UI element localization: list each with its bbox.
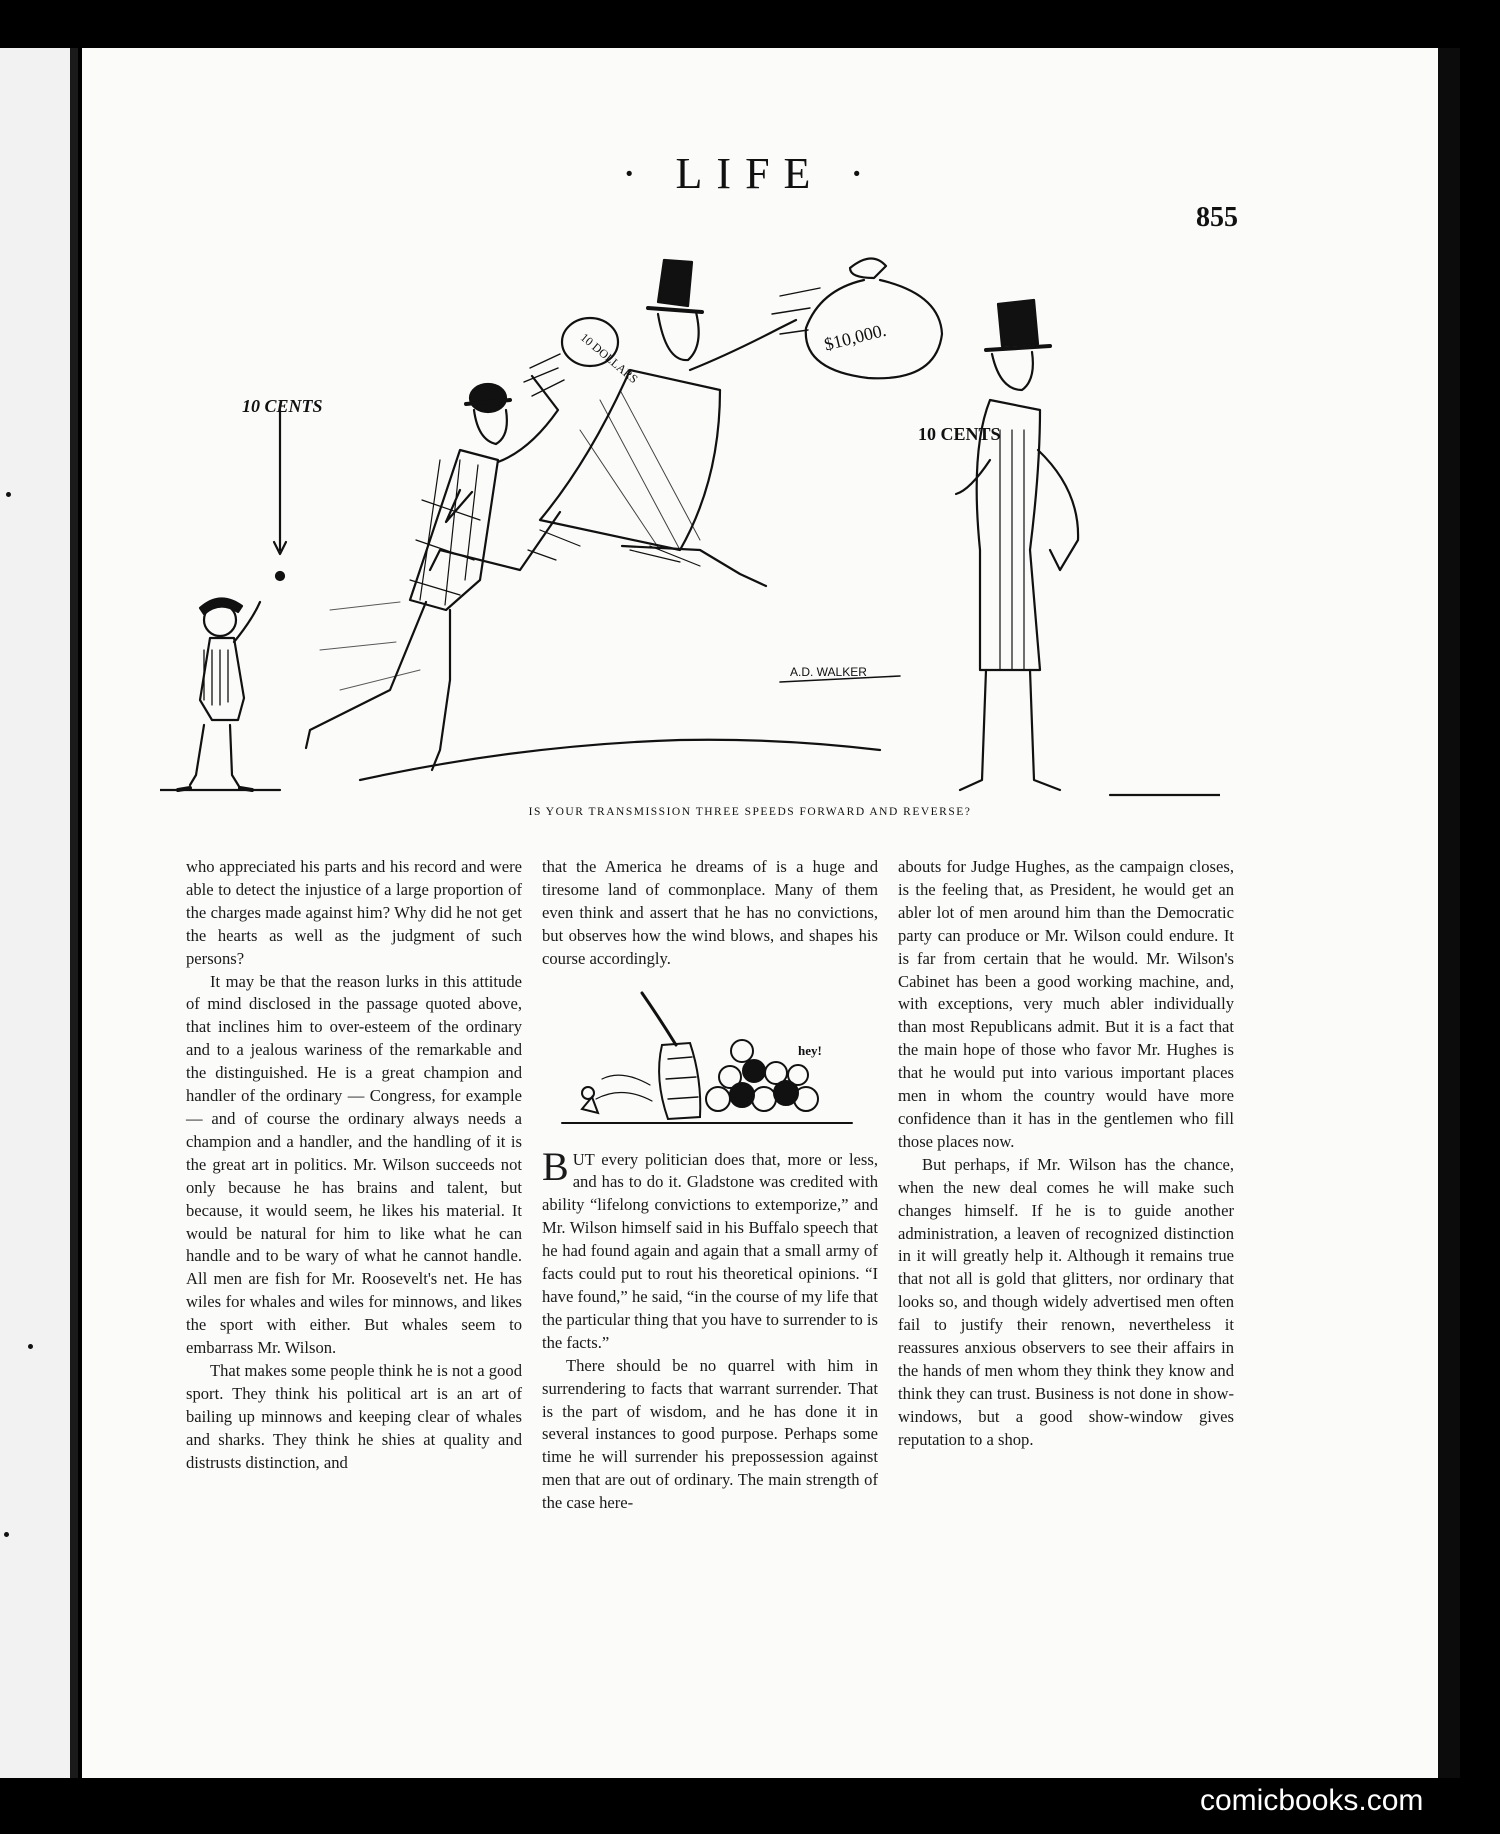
businessman-figure xyxy=(430,260,796,586)
text-column-2 xyxy=(542,856,878,1515)
scan-dot xyxy=(6,492,11,497)
cartoon-illustration xyxy=(160,250,1220,800)
right-price-label: 10 CENTS xyxy=(918,424,1001,444)
money-bag xyxy=(772,258,942,378)
coin-dime xyxy=(276,572,284,580)
scan-dot xyxy=(4,1532,9,1537)
paragraph: That makes some people think he is not a good sport. They think his political art is an art of bailing up minnows and keeping clear of whales and sharks. They think he shies at quality and distrusts distinction, and xyxy=(186,1360,522,1472)
paragraph: It may be that the reason lurks in this attitude of mind disclosed in the passage quoted above, that inclines him to over-esteem of the ordinary and to a jealous wariness of the remarkable and the distinguished. He is a great champion and handler of the ordinary — Congress, for example — and of course the ordinary always needs a champion and a handler, and the handling of it is the great art in politics. Mr. Wilson succeeds not only because he has brains and talent, but because, it would seem, he likes his material. It would be natural for him to like what he can handle and to be wary of what he cannot handle. All men are fish for Mr. Roosevelt's net. He has wiles for whales and wiles for minnows, and likes the sport with either. But whales seem to embarrass Mr. Wilson. xyxy=(186,971,522,1358)
page-right-edge xyxy=(1438,48,1460,1778)
facing-page-edge xyxy=(0,48,70,1778)
paragraph: that the America he dreams of is a huge and tiresome land of commonplace. Many of them even think and assert that he has no convictions, but observes how the wind blows, and shapes his course accordingly. xyxy=(542,857,878,968)
binding-gutter xyxy=(70,48,78,1778)
paragraph: who appreciated his parts and his record and were able to detect the injustice of a large proportion of the charges made against him? Why did he not get the hearts as well as the judgment of such persons? xyxy=(186,857,522,968)
cartoon-caption: IS YOUR TRANSMISSION THREE SPEEDS FORWARD AND REVERSE? xyxy=(528,806,972,818)
paragraph: abouts for Judge Hughes, as the campaign closes, is the feeling that, as President, he would get an abler lot of men around him than the Democratic party can produce or Mr. Wilson could endure. It is far from certain that he would. Mr. Wilson's Cabinet has been a good working machine, and, with exceptions, very much abler individually than most Republicans admit. But it is a fact that the main hope of those who favor Mr. Hughes is that he would put into various important places men in whom the country would have more confidence than it has in the gentlemen who fill those places now. xyxy=(898,857,1234,1151)
paragraph xyxy=(542,1143,878,1355)
masthead-title: · LIFE · xyxy=(621,149,879,198)
paragraph: But perhaps, if Mr. Wilson has the chance, when the new deal comes he will make such changes himself. If he is to guide another administration, a leaven of recognized distinction in it will greatly help it. Although it remains true that not all is gold that glitters, nor ordinary that looks so, and though widely advertised men often fail to justify their renown, nevertheless it reassures anxious observers to see their affairs in the hands of men whom they think they know and think they can trust. Business is not done in show-windows, but a good show-window gives reputation to a shop. xyxy=(898,1154,1234,1449)
coin-text: 10 DOLLARS xyxy=(577,330,641,387)
broom-speech: hey! xyxy=(798,1042,822,1058)
top-hat-man-figure xyxy=(956,300,1078,790)
broom-sweeping-illustration xyxy=(542,989,878,1139)
drop-cap: B xyxy=(542,1143,569,1189)
ground-line xyxy=(360,740,880,780)
plaid-man-figure xyxy=(306,376,558,770)
text-column-3 xyxy=(898,856,1234,1452)
bag-text: $10,000. xyxy=(822,319,889,355)
watermark: comicbooks.com xyxy=(1200,1784,1424,1817)
text-column-1 xyxy=(186,856,522,1474)
artist-signature: A.D. WALKER xyxy=(790,665,867,679)
paragraph-text: UT every politician does that, more or less, and has to do it. Gladstone was credited with ability “lifelong convictions to extemporize,” and Mr. Wilson himself said in his Buffalo speech that he had found again and again that a small army of facts could put to rout his theoretical opinions. “I have found,” he said, “in the course of my life that the particular thing that you have to surrender to is the facts.” xyxy=(542,1149,878,1352)
left-price-label: 10 CENTS xyxy=(242,396,323,416)
paragraph: There should be no quarrel with him in surrendering to facts that warrant surrender. That is the part of wisdom, and he has done it in several instances to good purpose. Perhaps some time he will surrender his prepossession against men that are out of ordinary. The main strength of the case here- xyxy=(542,1355,878,1513)
page-number: 855 xyxy=(1196,202,1238,233)
scan-dot xyxy=(28,1344,33,1349)
boy-figure xyxy=(178,598,260,790)
